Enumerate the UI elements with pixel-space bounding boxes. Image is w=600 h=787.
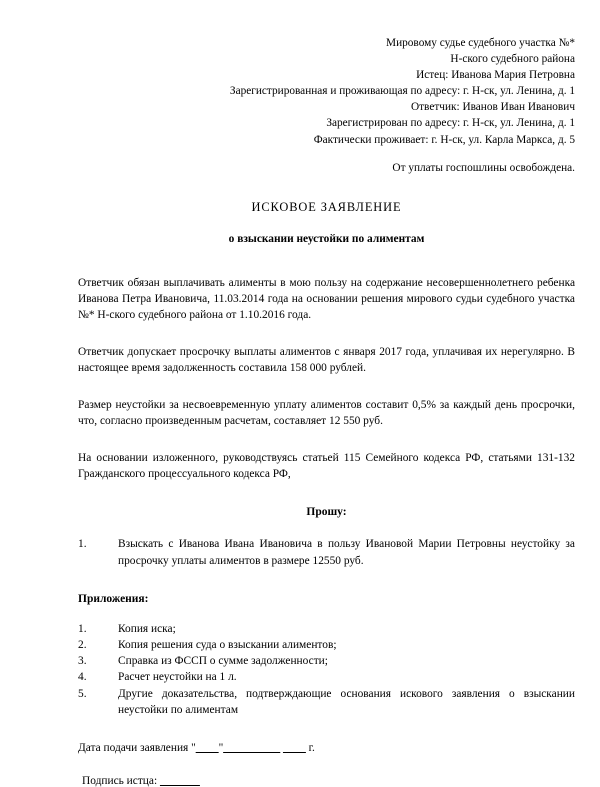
- filing-date-suffix: г.: [305, 741, 315, 754]
- header-line-plaintiff: Истец: Иванова Мария Петровна: [416, 69, 575, 82]
- signature-blank[interactable]: _______: [159, 774, 200, 787]
- header-line-plaintiff-address: Зарегистрированная и проживающая по адресу: г. Н-ск, ул. Ленина, д. 1: [229, 85, 575, 98]
- document-body: [78, 0, 575, 787]
- attachment-text: Копия решения суда о взыскании алиментов;: [118, 639, 337, 652]
- request-item-text: Взыскать с Иванова Ивана Ивановича в пользу Ивановой Марии Петровны неустойку за просрочку уплаты алиментов в размере 12550 руб.: [118, 538, 575, 567]
- paragraph-obligation: Ответчик обязан выплачивать алименты в мою пользу на содержание несовершеннолетнего ребенка Иванова Петра Ивановича, 11.03.2014 года на основании решения мирового судьи судебного участка №* Н-ского судебного района от 1.10.2016 года.: [78, 276, 575, 322]
- attachment-text: Копия иска;: [118, 623, 176, 636]
- signature-line: [78, 775, 575, 787]
- attachment-number: 4.: [78, 671, 87, 684]
- attachment-text: Справка из ФССП о сумме задолженности;: [118, 655, 328, 668]
- attachment-number: 3.: [78, 655, 87, 668]
- attachment-number: 2.: [78, 639, 87, 652]
- header-line-court: Мировому судье судебного участка №*: [386, 37, 575, 49]
- header-line-district: Н-ского судебного района: [450, 53, 575, 66]
- filing-date-year-blank[interactable]: ____: [283, 741, 306, 754]
- request-list: [78, 536, 575, 569]
- attachment-number: 5.: [78, 687, 87, 700]
- request-heading: Прошу:: [306, 506, 347, 519]
- document-subtitle: о взыскании неустойки по алиментам: [228, 232, 425, 245]
- addressee-header: [78, 35, 575, 148]
- attachment-text: Расчет неустойки на 1 л.: [118, 671, 237, 684]
- filing-date-label: Дата подачи заявления ": [78, 741, 196, 754]
- list-item: [78, 669, 575, 685]
- document-title: ИСКОВОЕ ЗАЯВЛЕНИЕ: [251, 199, 402, 214]
- filing-date-line: [78, 742, 575, 754]
- paragraph-legal-basis: На основании изложенного, руководствуясь статьей 115 Семейного кодекса РФ, статьями 131-132 Гражданского процессуального кодекса РФ,: [78, 451, 575, 480]
- filing-date-quote: ": [218, 741, 224, 754]
- attachment-text: Другие доказательства, подтверждающие основания искового заявления о взыскании неустойки по алиментам: [118, 687, 575, 716]
- list-item: [78, 686, 575, 718]
- filing-date-month-blank[interactable]: __________: [223, 741, 281, 754]
- paragraph-arrears: Ответчик допускает просрочку выплаты алиментов с января 2017 года, уплачивая их нерегулярно. В настоящее время задолженность составила 158 000 рублей.: [78, 345, 575, 375]
- fee-exemption-note: От уплаты госпошлины освобождена.: [392, 161, 575, 174]
- attachments-list: [78, 621, 575, 718]
- header-line-defendant: Ответчик: Иванов Иван Иванович: [410, 101, 575, 114]
- list-item: [78, 653, 575, 669]
- filing-date-day-blank[interactable]: ____: [195, 741, 219, 754]
- signature-label: Подпись истца:: [82, 774, 160, 787]
- list-item: [78, 621, 575, 637]
- request-item-number: 1.: [78, 538, 87, 551]
- attachment-number: 1.: [78, 623, 87, 636]
- list-item: [78, 637, 575, 653]
- header-line-defendant-actual-address: Фактически проживает: г. Н-ск, ул. Карла Маркса, д. 5: [313, 133, 575, 146]
- paragraph-penalty-amount: Размер неустойки за несвоевременную уплату алиментов составит 0,5% за каждый день просрочки, что, согласно произведенным расчетам, составляет 12 550 руб.: [78, 398, 575, 428]
- header-line-defendant-address: Зарегистрирован по адресу: г. Н-ск, ул. Ленина, д. 1: [326, 117, 575, 130]
- request-item: [78, 536, 575, 569]
- attachments-heading: Приложения:: [78, 593, 149, 606]
